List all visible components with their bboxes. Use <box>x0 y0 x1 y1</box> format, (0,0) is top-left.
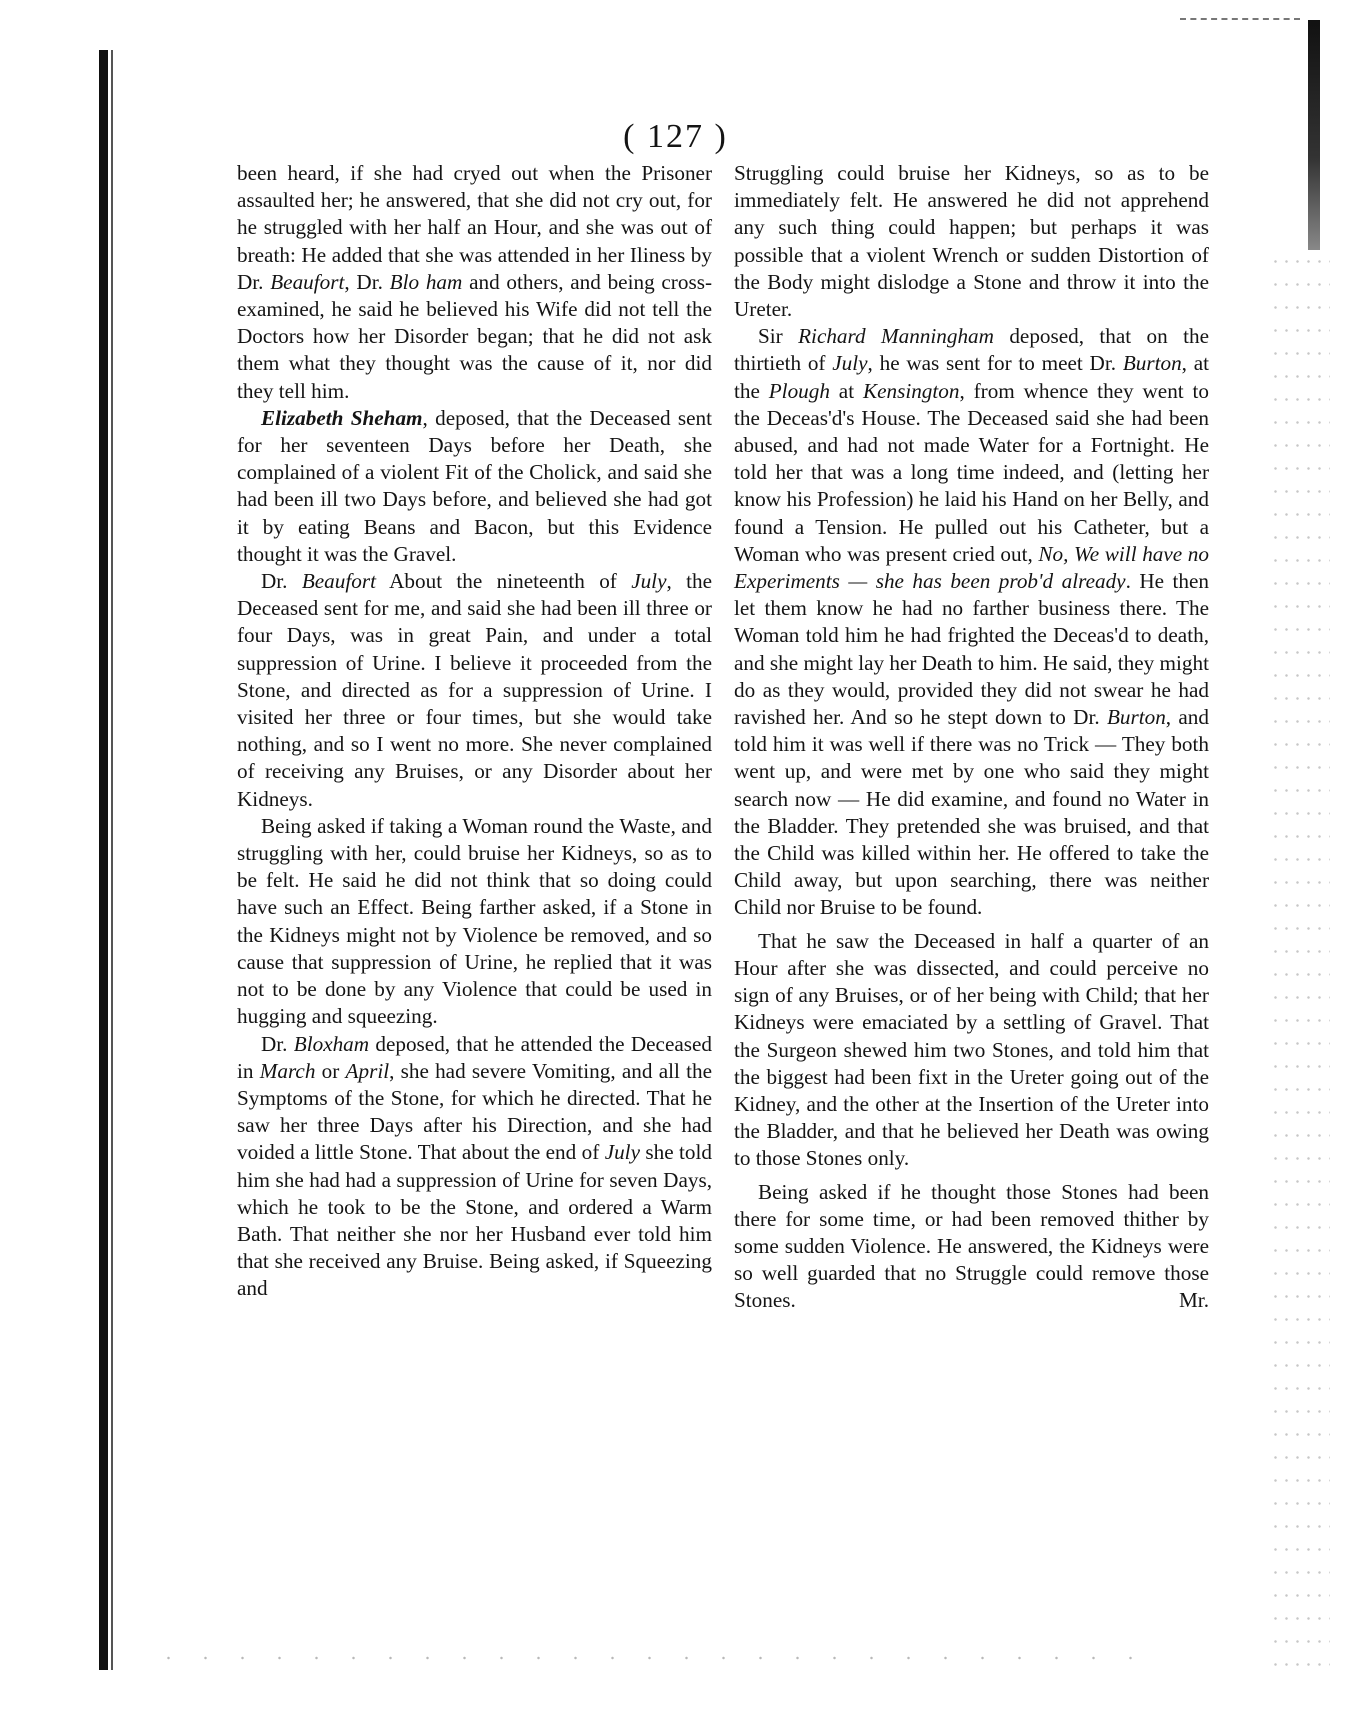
text-run: , he was sent for to meet Dr. <box>867 351 1123 376</box>
paragraph <box>237 160 712 405</box>
italic-text: Bloxham <box>293 1031 370 1056</box>
paragraph <box>734 160 1209 323</box>
scan-dashes-top <box>1180 18 1300 22</box>
italic-text: Elizabeth Sheham <box>261 405 423 430</box>
italic-text: Burton <box>1122 351 1182 376</box>
text-run: , at the <box>734 351 1210 403</box>
paragraph <box>237 1031 712 1303</box>
text-run: , the Deceased sent for me, and said she had been ill three or four Days, was in great Pain, and under a total suppression of Urine. I believe it proceeded from the Stone, and directed as for a suppression of Urine. I visited her three or four times, but she would take nothing, and so I went no more. She never complained of receiving any Bruises, or any Disorder about her Kidneys. <box>237 569 712 811</box>
paragraph <box>734 928 1209 1173</box>
italic-text: July <box>832 351 868 376</box>
italic-text: No, We will have no Experiments — she has been prob'd already <box>734 541 1209 594</box>
text-run: About the nineteenth of <box>375 569 632 594</box>
text-run: deposed, that he attended the Deceased in <box>237 1031 713 1083</box>
paragraph <box>734 323 1209 921</box>
italic-text: Blo ham <box>389 269 463 294</box>
text-run: Dr. <box>261 1031 294 1056</box>
paragraph <box>237 813 712 1031</box>
text-run: been heard, if she had cryed out when the Prisoner assaulted her; he answered, that she did not cry out, for he struggled with her half an Hour, and she was out of breath: He added that she was attended in her Iliness by Dr. <box>237 161 712 294</box>
page-number: ( 127 ) <box>623 118 728 155</box>
italic-text: Richard Manningham <box>798 324 994 349</box>
italic-text: Plough <box>768 378 830 403</box>
text-run: . He then let them know he had no farther business there. The Woman told him he had frighted the Deceas'd to death, and she might lay her Death to him. He said, they might do as they would, provided they did not swear he had ravished her. And so he stept down to Dr. <box>734 569 1210 730</box>
right-column <box>734 160 1209 1315</box>
italic-text: Kensington <box>862 378 960 403</box>
text-run: at <box>829 378 863 403</box>
text-run: , deposed, that the Deceased sent for her seventeen Days before her Death, she complained of a violent Fit of the Cholick, and said she had been ill two Days before, and believed she had got it by eating Beans and Bacon, but this Evidence thought it was the Gravel. <box>237 405 712 566</box>
paragraph <box>734 1179 1209 1315</box>
italic-text: March <box>259 1058 316 1083</box>
text-run: and others, and being cross-examined, he said he believed his Wife did not tell the Doctors how her Disorder began; that he did not ask them what they thought was the cause of it, nor did they tell him. <box>237 269 713 403</box>
text-run: Sir <box>758 324 799 349</box>
italic-text: Beaufort <box>270 269 345 294</box>
text-run: Being asked if taking a Woman round the Waste, and struggling with her, could bruise her Kidneys, so as to be felt. He said he did not think that so doing could have such an Effect. Being farther asked, if a Stone in the Kidneys might not by Violence be removed, and so cause that suppression of Urine, he replied that it was not to be done by any Violence that could be used in hugging and squeezing. <box>237 813 712 1029</box>
text-run: , she had severe Vomiting, and all the Symptoms of the Stone, for which he directed. That he saw her three Days after his Direction, and she had voided a little Stone. That about the end of <box>237 1058 712 1165</box>
italic-text: July <box>631 569 667 594</box>
scan-edge-left-inner <box>111 50 113 1670</box>
left-column <box>237 160 712 1303</box>
paragraph <box>237 405 712 568</box>
text-run: , from whence they went to the Deceas'd's House. The Deceased said she had been abused, and had not made Water for a Fortnight. He told her that was a long time indeed, and (letting her know his Profession) he laid his Hand on her Belly, and found a Tension. He pulled out his Catheter, but a Woman who was present cried out, <box>734 378 1210 566</box>
catchword: Mr. <box>1178 1288 1209 1313</box>
text-run: or <box>315 1058 346 1083</box>
italic-text: April <box>345 1058 390 1083</box>
text-run: deposed, that on the thirtieth of <box>734 324 1210 376</box>
italic-text: Burton <box>1106 705 1166 730</box>
scan-noise-bottom <box>150 1655 1150 1661</box>
text-run: , and told him it was well if there was no Trick — They both went up, and were met by one who said they might search now — He did examine, and found no Water in the Bladder. They pretended she was bruised, and that the Child was killed within her. He offered to take the Child away, but upon searching, there was neither Child nor Bruise to be found. <box>734 705 1209 920</box>
scan-edge-left <box>99 50 108 1670</box>
italic-text: Beaufort <box>301 569 376 594</box>
italic-text: July <box>604 1140 640 1165</box>
text-run: That he saw the Deceased in half a quarter of an Hour after she was dissected, and could perceive no sign of any Bruises, or of her being with Child; that her Kidneys were emaciated by a settling of Gravel. That the Surgeon shewed him two Stones, and told him that the biggest had been fixt in the Ureter going out of the Kidney, and the other at the Insertion of the Ureter into the Bladder, and that he believed her Death was owing to those Stones only. <box>734 928 1209 1171</box>
scan-noise-right <box>1270 250 1330 1670</box>
text-run: Being asked if he thought those Stones had been there for some time, or had been removed thither by some sudden Violence. He answered, the Kidneys were so well guarded that no Struggle could remove those Stones. <box>734 1179 1209 1313</box>
text-run: Dr. <box>261 569 302 594</box>
text-run: Struggling could bruise her Kidneys, so as to be immediately felt. He answered he did not apprehend any such thing could happen; but perhaps it was possible that a violent Wrench or sudden Distortion of the Body might dislodge a Stone and throw it into the Ureter. <box>734 161 1209 322</box>
text-run: , Dr. <box>344 269 390 294</box>
text-run: she told him she had had a suppression of Urine for seven Days, which he took to be the Stone, and ordered a Warm Bath. That neither she nor her Husband ever told him that she received any Bruise. Being asked, if Squeezing and <box>237 1140 712 1301</box>
paragraph <box>237 568 712 813</box>
